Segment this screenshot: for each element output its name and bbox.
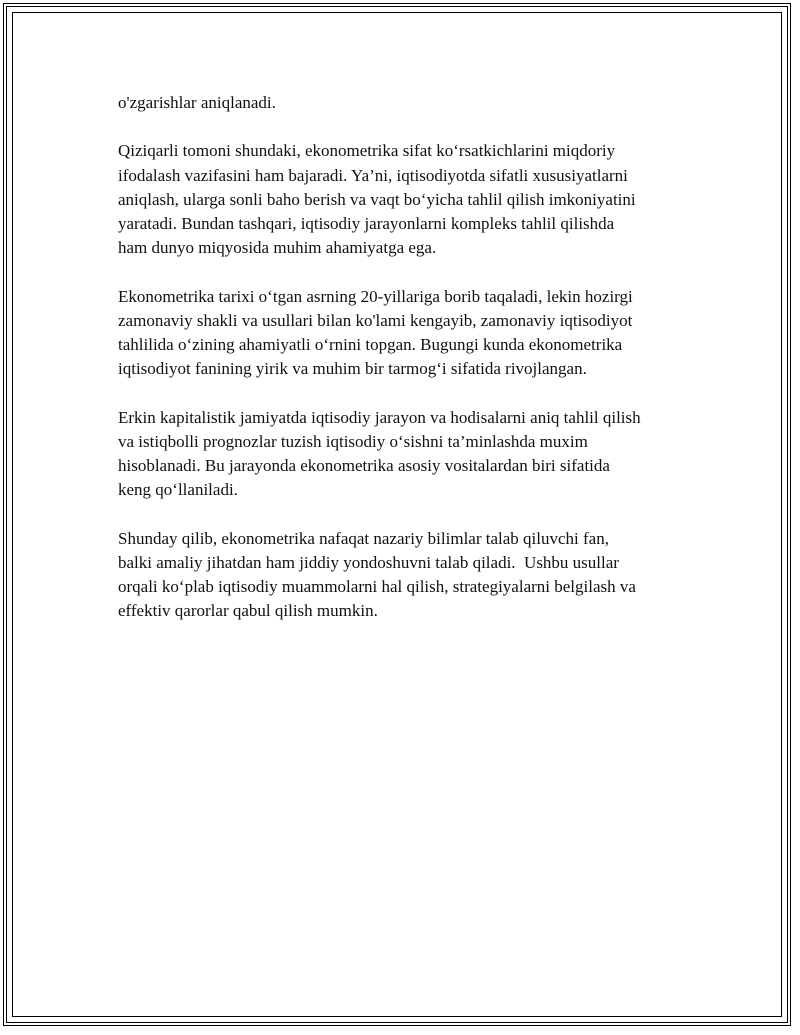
text-line: Qiziqarli tomoni shundaki, ekonometrika sifat ko‘rsatkichlarini miqdoriy	[118, 141, 616, 161]
text-line: o'zgarishlar aniqlanadi.	[118, 93, 276, 112]
text-line: zamonaviy shakli va usullari bilan ko'lami kengayib, zamonaviy iqtisodiyot	[118, 310, 633, 330]
document-body	[118, 91, 708, 648]
text-line: Erkin kapitalistik jamiyatda iqtisodiy jarayon va hodisalarni aniq tahlil qilish	[118, 407, 641, 427]
paragraph-3	[118, 285, 708, 382]
paragraph-1	[118, 91, 708, 115]
text-line: effektiv qarorlar qabul qilish mumkin.	[118, 601, 378, 621]
text-line: balki amaliy jihatdan ham jiddiy yondoshuvni talab qiladi. Ushbu usullar	[118, 552, 619, 572]
text-line: orqali ko‘plab iqtisodiy muammolarni hal qilish, strategiyalarni belgilash va	[118, 577, 636, 596]
text-line: yaratadi. Bundan tashqari, iqtisodiy jarayonlarni kompleks tahlil qilishda	[118, 214, 615, 233]
text-line: iqtisodiyot fanining yirik va muhim bir tarmog‘i sifatida rivojlangan.	[118, 359, 587, 379]
text-line: ham dunyo miqyosida muhim ahamiyatga ega.	[118, 238, 437, 258]
text-line: hisoblanadi. Bu jarayonda ekonometrika asosiy vositalardan biri sifatida	[118, 456, 610, 475]
paragraph-2	[118, 139, 708, 260]
text-line: aniqlash, ularga sonli baho berish va vaqt bo‘yicha tahlil qilish imkoniyatini	[118, 189, 636, 209]
text-line: Shunday qilib, ekonometrika nafaqat nazariy bilimlar talab qiluvchi fan,	[118, 528, 609, 548]
text-line: ifodalash vazifasini ham bajaradi. Ya’ni, iqtisodiyotda sifatli xususiyatlarni	[118, 165, 628, 185]
text-line: Ekonometrika tarixi o‘tgan asrning 20-yillariga borib taqaladi, lekin hozirgi	[118, 286, 633, 306]
text-line: va istiqbolli prognozlar tuzish iqtisodiy o‘sishni ta’minlashda muxim	[118, 431, 588, 451]
paragraph-4	[118, 406, 708, 503]
paragraph-5	[118, 527, 708, 624]
text-line: tahlilida o‘zining ahamiyatli o‘rnini topgan. Bugungi kunda ekonometrika	[118, 335, 623, 354]
text-line: keng qo‘llaniladi.	[118, 480, 238, 500]
